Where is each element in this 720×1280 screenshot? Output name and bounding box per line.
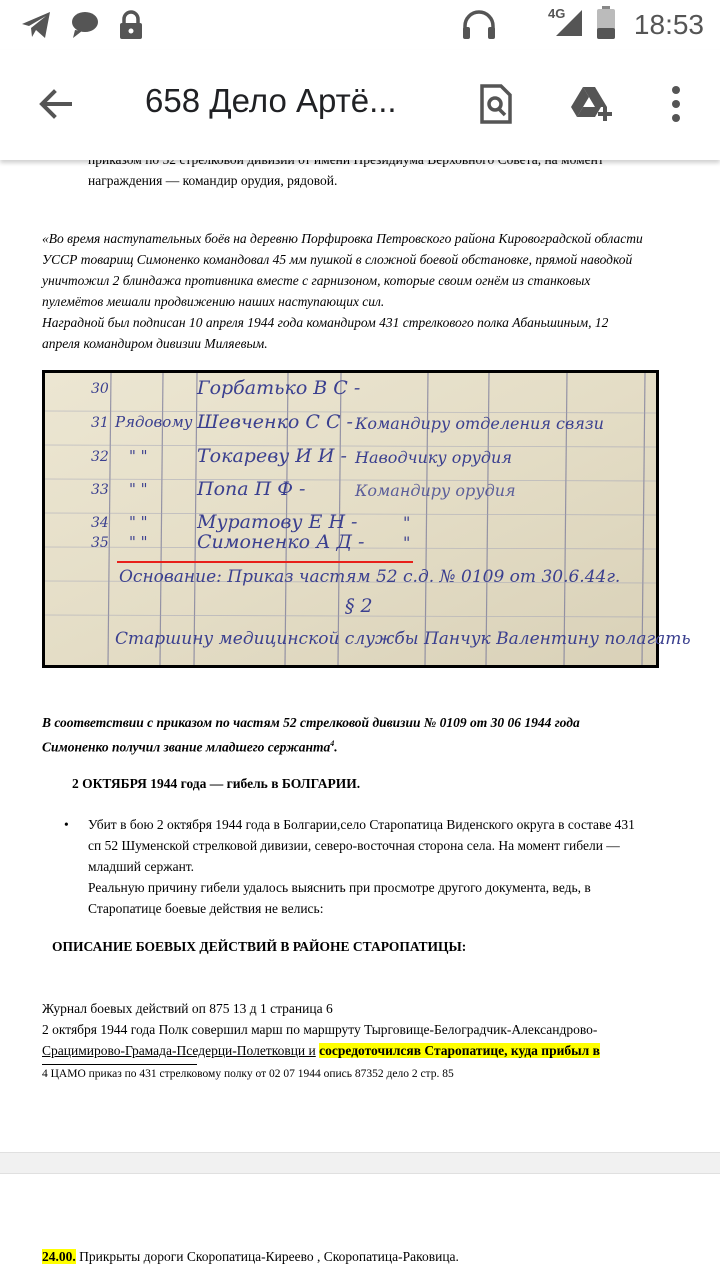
- row-num: 31: [91, 415, 109, 431]
- death-heading: 2 ОКТЯБРЯ 1944 года — гибель в БОЛГАРИИ.: [72, 776, 361, 791]
- highlighted-time: 24.00.: [42, 1249, 76, 1264]
- next-page-text: Прикрыты дороги Скоропатица-Киреево , Скоропатица-Раковица.: [75, 1249, 459, 1264]
- period: .: [334, 739, 338, 755]
- operations-heading: ОПИСАНИЕ БОЕВЫХ ДЕЙСТВИЙ В РАЙОНЕ СТАРОПАТИЦЫ:: [52, 939, 467, 954]
- rank-paragraph-line-1: В соответствии с приказом по частям 52 стрелковой дивизии № 0109 от 30 06 1944 года: [42, 715, 580, 730]
- bullet-line: Старопатице боевые действия не велись:: [88, 901, 324, 916]
- bullet-line: сп 52 Шуменской стрелковой дивизии, северо-восточная сторона села. На момент гибели —: [88, 838, 620, 853]
- headset-icon: [460, 10, 498, 47]
- back-button[interactable]: [28, 78, 84, 134]
- row-rank: " ": [129, 447, 148, 465]
- battery-icon: [596, 6, 616, 45]
- row-name: Горбатько В С -: [197, 377, 361, 399]
- quote-line: уничтожил 2 блиндажа противника вместе с гарнизоном, которые своим огнём из станковых: [42, 273, 591, 288]
- app-bar: [0, 50, 720, 160]
- row-role: Наводчику орудия: [355, 448, 512, 467]
- row-rank: " ": [129, 533, 148, 551]
- signal-icon: [552, 8, 584, 43]
- row-name: Попа П Ф -: [197, 478, 306, 500]
- pdf-viewer[interactable]: [0, 160, 720, 1280]
- search-in-document-button[interactable]: [468, 78, 524, 134]
- row-role: ": [403, 513, 411, 532]
- quote-line: УССР товарищ Симоненко командовал 45 мм пушкой в сложной боевой обстановке, прямой наводкой: [42, 252, 633, 267]
- bullet-line: Реальную причину гибели удалось выяснить при просмотре другого документа, ведь, в: [88, 880, 591, 895]
- rank-paragraph-line-2: [42, 733, 338, 758]
- row-num: 34: [91, 515, 109, 531]
- page-separator: [0, 1152, 720, 1174]
- highlighted-text: сосредоточилсяв Старопатице, куда прибыл в: [319, 1043, 600, 1058]
- archive-basis: Основание: Приказ частям 52 с.д. № 0109 от 30.6.44г.: [119, 567, 621, 587]
- row-num: 30: [91, 381, 109, 397]
- footnote-text: 4 ЦАМО приказ по 431 стрелковому полку от 02 07 1944 опись 87352 дело 2 стр. 85: [42, 1068, 454, 1080]
- row-role: Командиру орудия: [355, 481, 516, 500]
- row-rank: " ": [129, 480, 148, 498]
- bullet-line: младший сержант.: [88, 859, 195, 874]
- march-line-2: [42, 1040, 600, 1061]
- cut-line-2: награждения — командир орудия, рядовой.: [88, 173, 338, 188]
- row-name: Муратову Е Н -: [197, 511, 358, 533]
- lock-icon: [118, 10, 144, 45]
- archive-last-line: Старшину медицинской службы Панчук Валентину полагать: [115, 629, 691, 649]
- more-vert-icon: [671, 86, 681, 127]
- row-name: Симоненко А Д -: [197, 531, 365, 553]
- more-options-button[interactable]: [648, 78, 704, 134]
- row-role: ": [403, 533, 411, 552]
- row-rank: Рядовому: [115, 413, 193, 431]
- back-arrow-icon: [38, 86, 74, 127]
- add-to-drive-button[interactable]: [564, 78, 620, 134]
- row-num: 32: [91, 449, 109, 465]
- row-num: 35: [91, 535, 109, 551]
- row-name: Токареву И И -: [197, 445, 347, 467]
- quote-line: пулемётов мешали продвижению наших наступающих сил.: [42, 294, 385, 309]
- status-bar: [0, 0, 720, 50]
- quote-line: Наградной был подписан 10 апреля 1944 года командиром 431 стрелкового полка Абаньшиным, 12: [42, 315, 609, 330]
- footnote-ref[interactable]: 4: [330, 739, 335, 748]
- search-document-icon: [479, 84, 513, 129]
- add-to-drive-icon: [569, 85, 615, 128]
- clock: 18:53: [633, 9, 704, 40]
- march-route: Срацимирово-Грамада-Пседерци-Полетковци и: [42, 1043, 316, 1058]
- journal-line: Журнал боевых действий оп 875 13 д 1 страница 6: [42, 1001, 333, 1016]
- bullet-marker: •: [64, 817, 69, 832]
- quote-line: «Во время наступательных боёв на деревню Порфировка Петровского района Кировоградской области: [42, 231, 643, 246]
- document-title: 658 Дело Артё...: [145, 82, 397, 119]
- archive-document-photo: [42, 370, 691, 668]
- row-rank: " ": [129, 513, 148, 531]
- telegram-icon: [20, 10, 52, 45]
- march-line-1: 2 октября 1944 года Полк совершил марш по маршруту Тырговище-Белоградчик-Александрово-: [42, 1022, 598, 1037]
- row-role: Командиру отделения связи: [355, 414, 604, 433]
- next-page-line: [42, 1246, 459, 1267]
- chat-icon: [70, 10, 100, 45]
- row-num: 33: [91, 482, 109, 498]
- row-name: Шевченко С С -: [197, 411, 353, 433]
- quote-line: апреля командиром дивизии Миляевым.: [42, 336, 268, 351]
- rank-paragraph-text: Симоненко получил звание младшего сержанта: [42, 739, 331, 755]
- archive-section: § 2: [345, 595, 373, 617]
- network-type: 4G: [548, 6, 566, 21]
- archive-rows: [45, 373, 691, 665]
- bullet-line: Убит в бою 2 октября 1944 года в Болгарии,село Старопатица Виденского округа в составе 431: [88, 817, 635, 832]
